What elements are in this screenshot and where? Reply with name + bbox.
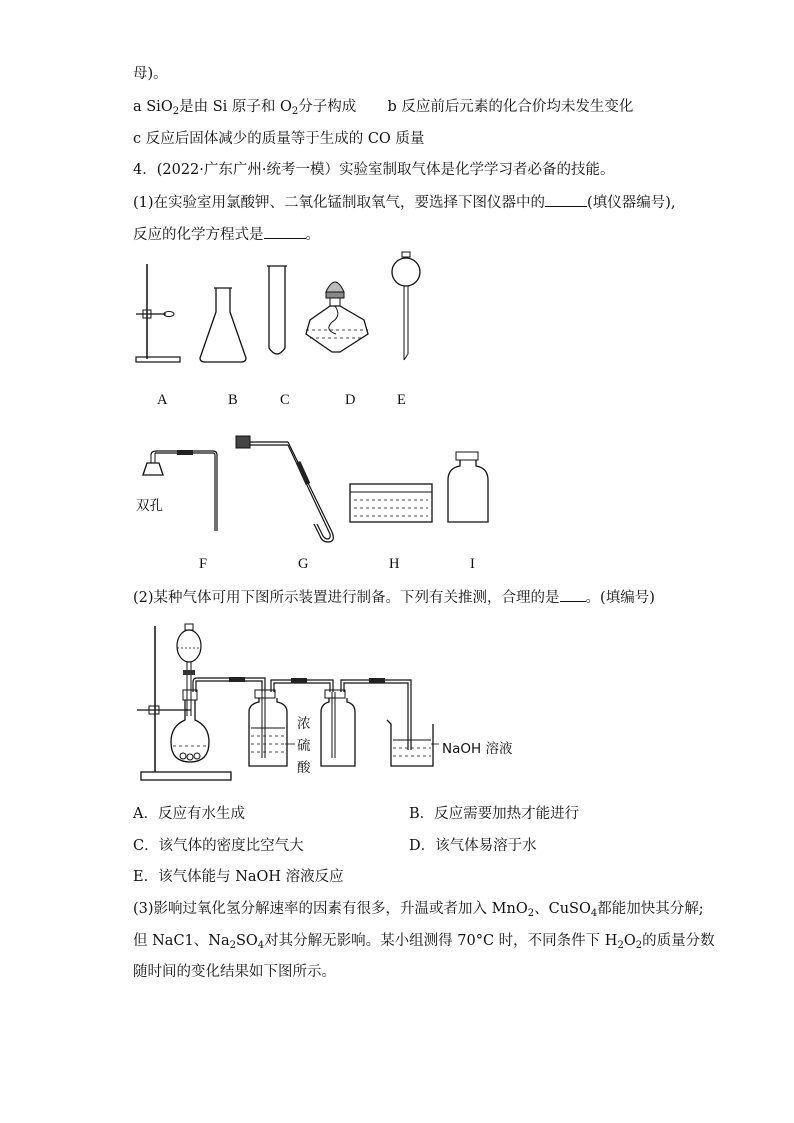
answer-blank[interactable] <box>545 192 587 207</box>
question-3-line-2 <box>133 931 715 951</box>
answer-blank[interactable] <box>264 224 306 239</box>
text-line-3: 4．(2022·广东广州·统考一模）实验室制取气体是化学学习者必备的技能。 <box>133 162 615 178</box>
option-a[interactable]: A．反应有水生成 <box>133 806 245 822</box>
gas-jar-i-diagram <box>446 450 496 530</box>
text-fragment: (3)影响过氧化氢分解速率的因素有很多，升温或者加入 MnO <box>133 901 528 917</box>
acid-label-2: 硫 <box>297 738 311 754</box>
text-fragment: 都能加快其分解; <box>597 901 704 917</box>
bent-tube-g-diagram <box>232 432 342 552</box>
question-1-line-1 <box>133 192 675 213</box>
label-h: H <box>389 556 400 572</box>
test-tube-c-diagram <box>264 262 294 372</box>
label-a: A <box>157 392 168 408</box>
subscript: 2 <box>635 940 643 951</box>
text-fragment: 分子构成 <box>298 99 357 115</box>
subscript: 2 <box>172 106 180 117</box>
acid-label-1: 浓 <box>297 716 311 732</box>
text-fragment: SO <box>235 933 258 949</box>
subscript: 2 <box>291 106 299 117</box>
text-fragment: 是由 Si 原子和 O <box>179 99 292 115</box>
text-fragment: O <box>623 933 636 949</box>
question-3-line-3: 随时间的变化结果如下图所示。 <box>133 964 336 980</box>
trough-h-diagram <box>348 478 438 528</box>
stopper-tube-f-diagram <box>135 445 225 535</box>
text-fragment: 、CuSO <box>534 901 591 917</box>
subscript: 2 <box>617 940 624 951</box>
acid-label-3: 酸 <box>297 760 311 776</box>
text-fragment: 的质量分数 <box>642 933 715 949</box>
conical-flask-b-diagram <box>196 282 256 392</box>
alcohol-lamp-d-diagram <box>302 272 382 372</box>
question-2-line <box>133 587 655 608</box>
option-c[interactable]: C．该气体的密度比空气大 <box>133 838 304 854</box>
label-b: B <box>228 392 238 408</box>
text-fragment: (填仪器编号), <box>587 195 676 211</box>
subscript: 2 <box>527 908 535 919</box>
label-i: I <box>470 556 475 572</box>
text-line-2: c 反应后固体减少的质量等于生成的 CO 质量 <box>133 131 425 147</box>
naoh-label: NaOH 溶液 <box>442 741 513 757</box>
text-fragment: a SiO <box>133 99 173 115</box>
text-line-0: 母)。 <box>133 66 168 82</box>
option-b[interactable]: B．反应需要加热才能进行 <box>409 806 580 822</box>
text-fragment: 反应的化学方程式是 <box>133 227 264 243</box>
text-fragment: 。(填编号) <box>585 590 655 606</box>
separatory-funnel-e-diagram <box>388 250 428 370</box>
text-fragment: 。 <box>305 227 320 243</box>
text-fragment: 对其分解无影响。某小组测得 70°C 时，不同条件下 H <box>264 933 618 949</box>
subscript: 4 <box>590 908 598 919</box>
subscript: 4 <box>257 940 265 951</box>
answer-blank[interactable] <box>560 587 586 602</box>
option-e[interactable]: E．该气体能与 NaOH 溶液反应 <box>133 869 344 885</box>
text-fragment: (2)某种气体可用下图所示装置进行制备。下列有关推测，合理的是 <box>133 590 560 606</box>
iron-stand-a-diagram <box>130 262 190 372</box>
label-d: D <box>345 392 356 408</box>
label-c: C <box>280 392 290 408</box>
option-d[interactable]: D．该气体易溶于水 <box>409 838 537 854</box>
question-3-line-1 <box>133 899 704 919</box>
text-fragment: (1)在实验室用氯酸钾、二氧化锰制取氧气，要选择下图仪器中的 <box>133 195 546 211</box>
question-1-line-2 <box>133 224 320 245</box>
text-line-1 <box>133 97 633 117</box>
text-fragment: b 反应前后元素的化合价均未发生变化 <box>387 99 634 115</box>
gas-preparation-setup-diagram <box>135 620 455 790</box>
label-e: E <box>397 392 406 408</box>
text-fragment: 但 NaC1、Na <box>133 933 230 949</box>
label-f: F <box>199 556 208 572</box>
label-g: G <box>298 556 309 572</box>
subscript: 2 <box>229 940 236 951</box>
double-hole-label: 双孔 <box>136 498 163 514</box>
